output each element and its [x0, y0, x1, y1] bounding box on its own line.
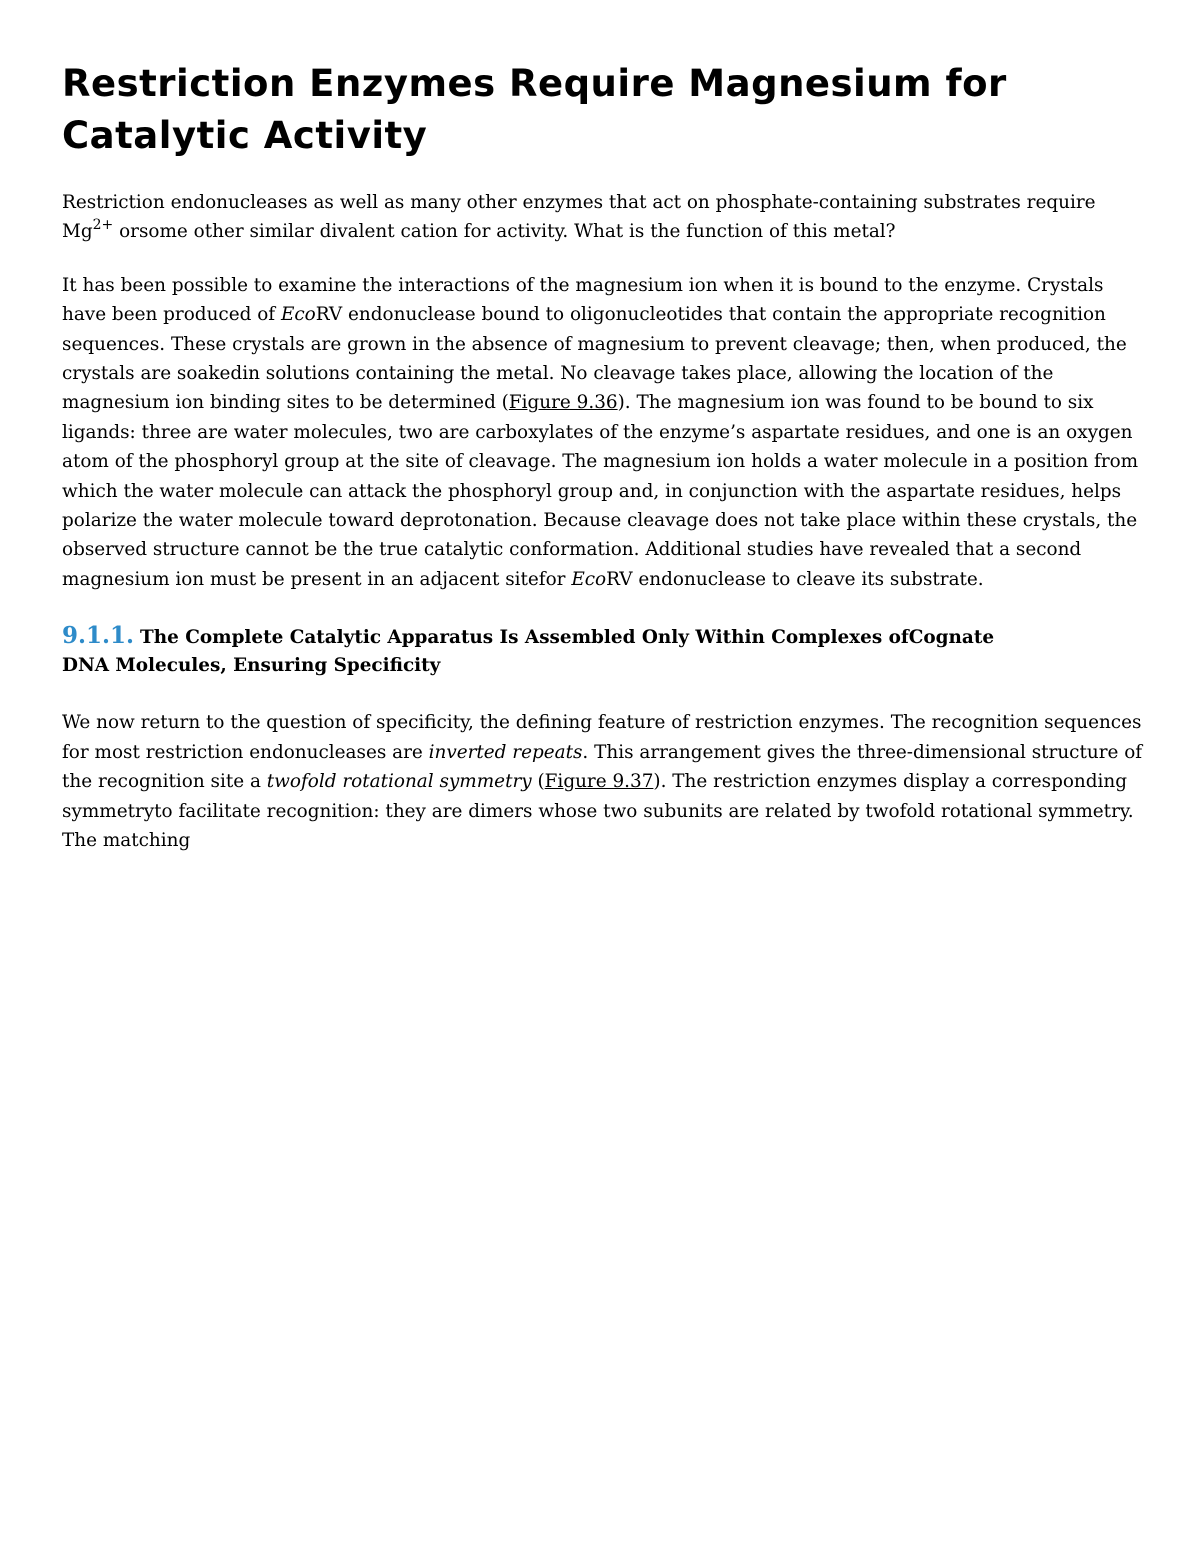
intro-text-1: Restriction endonucleases as well as many other enzymes that act on phosphate-containing substrates require Mg: [62, 192, 1096, 243]
section-title-line-1: The Complete Catalytic Apparatus Is Assembled Only Within Complexes ofCognate: [140, 627, 995, 649]
section-title-line-2: DNA Molecules, Ensuring Specificity: [62, 655, 441, 677]
intro-paragraph: [62, 188, 1152, 247]
figure-9-37-link[interactable]: Figure 9.37: [544, 771, 654, 793]
body-text-3: ). The magnesium ion was found to be bound to six ligands: three are water molecules, two are carboxylates of the enzyme’s aspartate residues, and one is an oxygen atom of the phosphoryl group at the site of cleavage. The magnesium ion holds a water molecule in a position from which the water molecule can attack the phosphoryl group and, in conjunction with the aspartate residues, helps polarize the water molecule toward deprotonation. Because cleavage does not take place within these crystals, the observed structure cannot be the true catalytic conformation. Additional studies have revealed that a second magnesium ion must be present in an adjacent sitefor: [62, 392, 1139, 590]
final-text-1: We now return to the question of specificity, the defining feature of restriction enzymes. The recognition sequences for most restriction endonucleases are: [62, 712, 1142, 763]
body-text-1: It has been possible to examine the interactions of the magnesium ion when it is bound to the enzyme. Crystals have been produced of: [62, 274, 1104, 326]
twofold-symmetry-italic: twofold rotational symmetry: [266, 771, 532, 793]
section-heading: [62, 622, 1152, 680]
page-title: Restriction Enzymes Require Magnesium for Catalytic Activity: [62, 62, 1007, 157]
body-text-2: RV endonuclease bound to oligonucleotides that contain the appropriate recognition sequences. These crystals are grown in the absence of magnesium to prevent cleavage; then, when produced, the crystals are soakedin solutions containing the metal. No cleavage takes place, allowing the location of the magnesium ion binding sites to be determined (: [62, 304, 1127, 414]
intro-text-2: orsome other similar divalent cation for activity. What is the function of this metal?: [113, 221, 896, 243]
figure-9-36-link[interactable]: Figure 9.36: [508, 392, 618, 414]
inverted-repeats-italic: inverted repeats: [428, 741, 583, 763]
superscript-charge: 2+: [92, 217, 114, 234]
eco-italic: Eco: [571, 568, 607, 590]
section-number: 9.1.1.: [62, 622, 135, 650]
eco-italic: Eco: [280, 304, 316, 326]
final-text-2: . This arrangement gives the three-dimensional structure of the recognition site a: [62, 741, 1143, 793]
body-paragraph: [62, 271, 1152, 594]
final-paragraph: [62, 708, 1152, 855]
final-text-4: ). The restriction enzymes display a corresponding symmetryto facilitate recognition: they are dimers whose two subunits are related by twofold rotational symmetry. The matching: [62, 771, 1134, 851]
final-text-3: (: [531, 771, 545, 793]
body-text-4: RV endonuclease to cleave its substrate.: [606, 568, 984, 590]
document-page: [62, 58, 1152, 855]
